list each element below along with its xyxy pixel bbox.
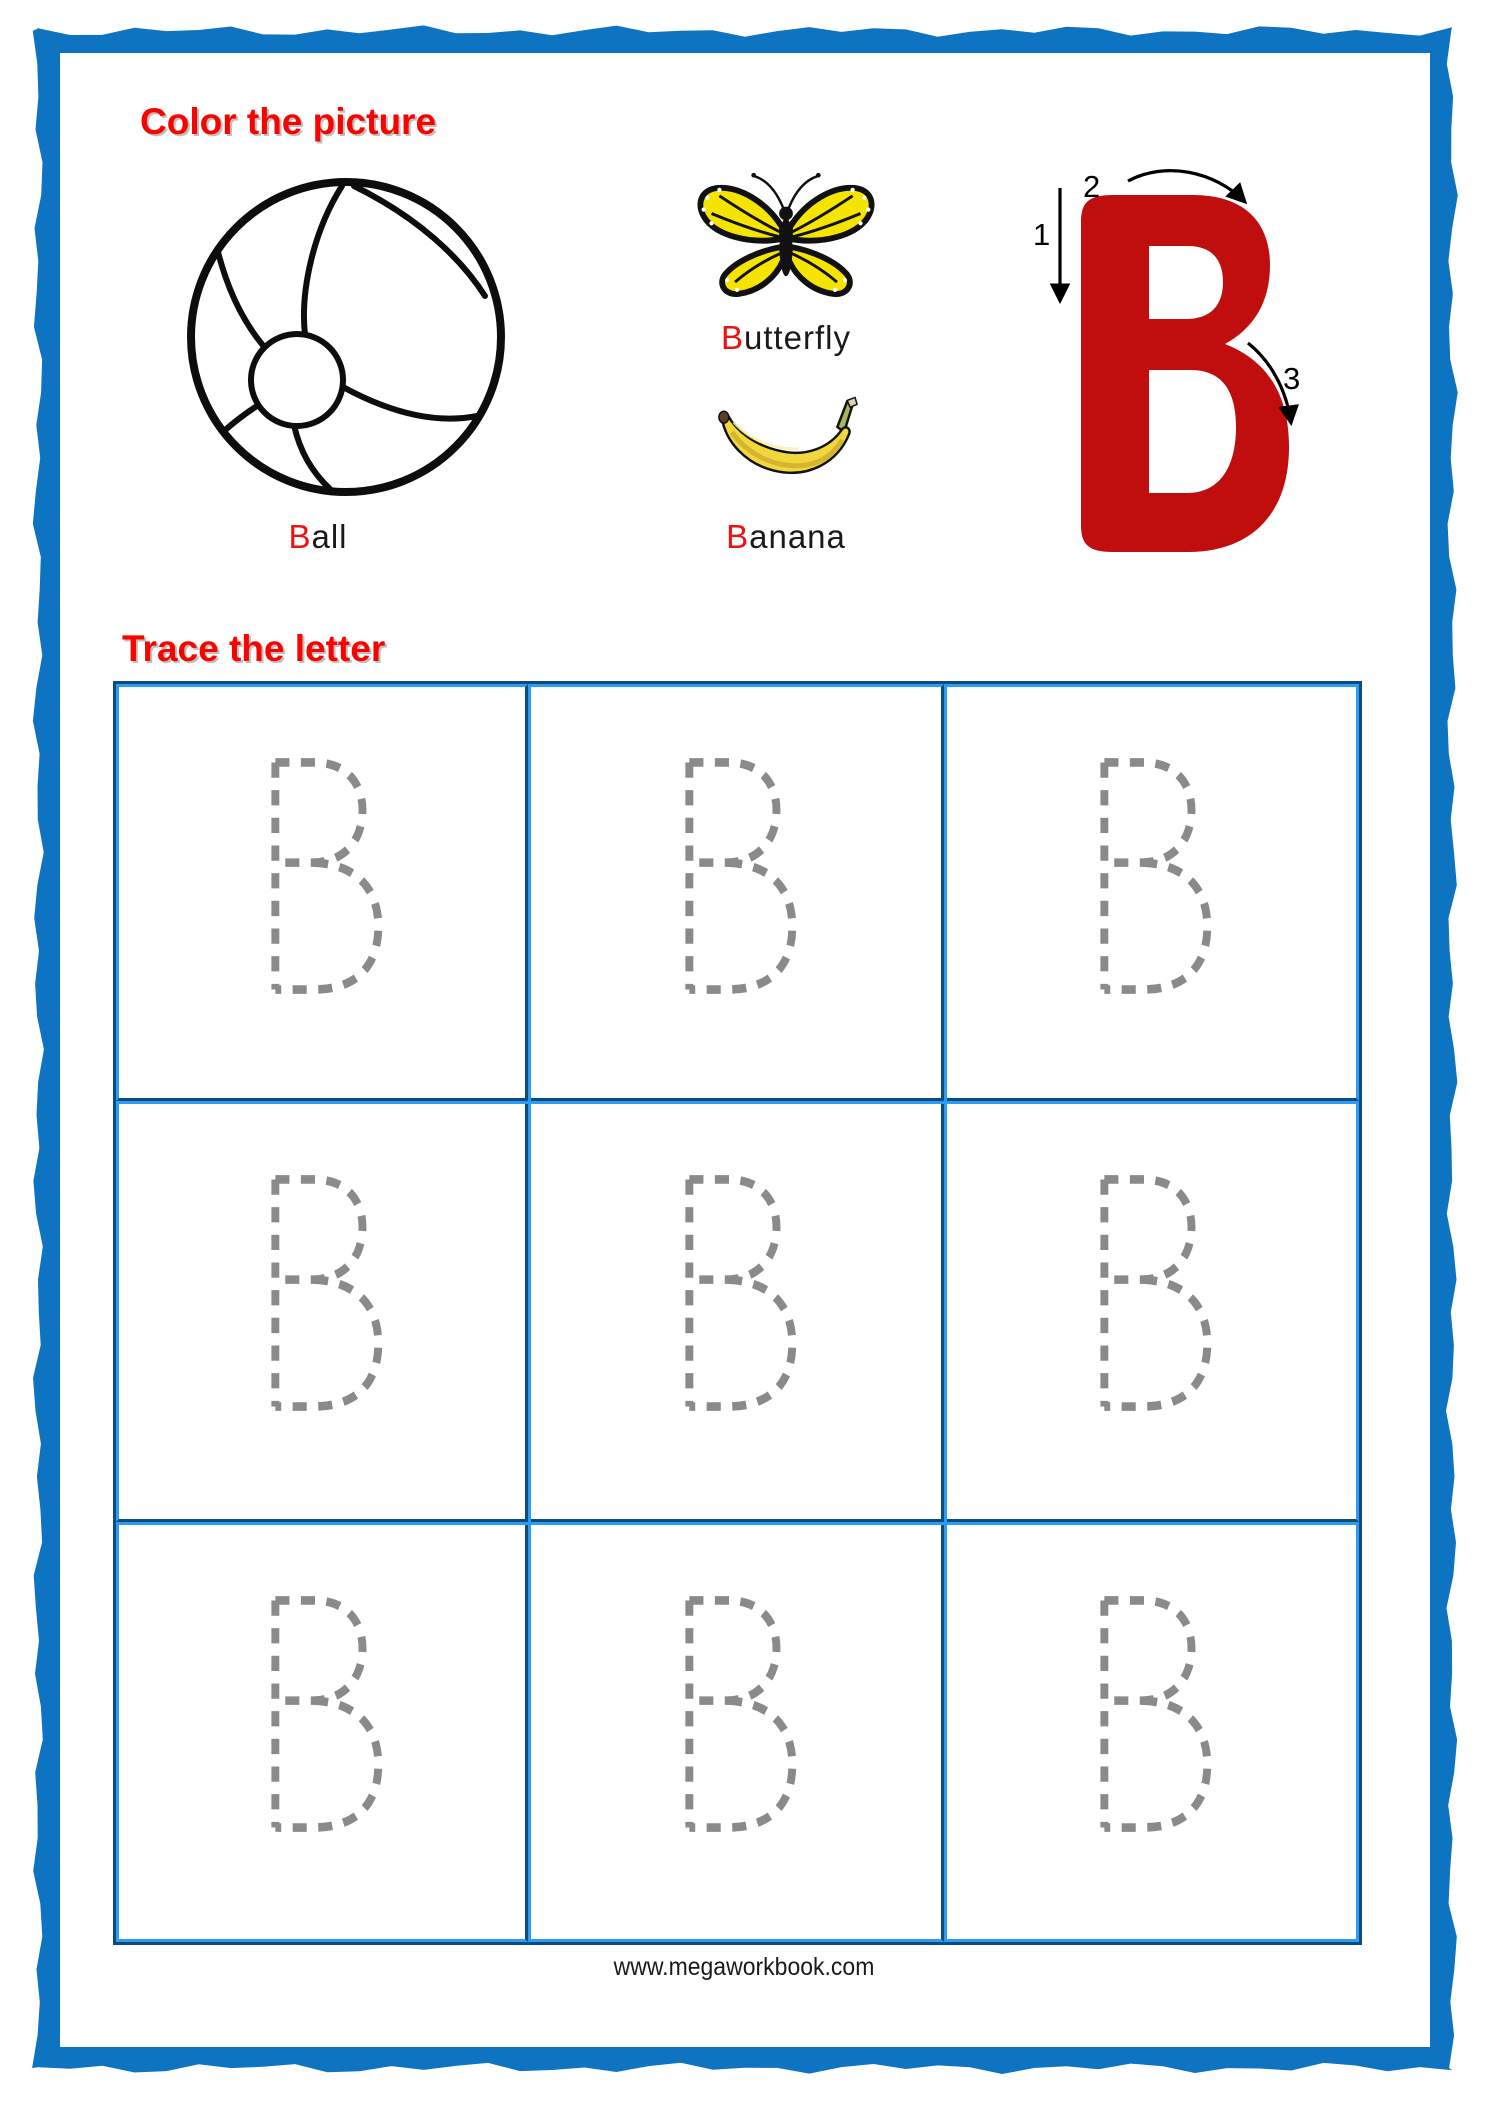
banana-label-first-letter: B: [726, 518, 750, 555]
trace-letter-b: [670, 1168, 802, 1418]
letter-b-shape: [1081, 195, 1289, 552]
ball-label: [288, 518, 347, 556]
butterfly-label-rest: utterfly: [743, 319, 852, 356]
banana-image: [712, 368, 860, 490]
trace-letter-b: [1085, 1168, 1217, 1418]
trace-cell: [947, 1525, 1359, 1942]
trace-letter-b: [670, 1589, 802, 1839]
trace-letter-b: [1085, 751, 1217, 1001]
ball-label-rest: all: [311, 518, 348, 555]
trace-the-letter-heading: Trace the letter: [122, 628, 386, 669]
stroke-2-number: 2: [1083, 169, 1101, 204]
footer-website: www.megaworkbook.com: [613, 1953, 875, 1981]
trace-cell: [947, 1104, 1359, 1521]
trace-cell: [531, 1525, 943, 1942]
letter-b-stroke-diagram: [1025, 155, 1317, 575]
trace-letter-b: [1085, 1589, 1217, 1839]
trace-letter-b: [256, 751, 388, 1001]
trace-cell: [116, 1104, 528, 1521]
trace-cell: [531, 684, 943, 1101]
stroke-1-number: 1: [1033, 217, 1051, 252]
ball-label-first-letter: B: [288, 518, 312, 555]
trace-letter-b: [256, 1168, 388, 1418]
trace-cell: [116, 1525, 528, 1942]
banana-label: [726, 518, 846, 556]
banana-label-rest: anana: [749, 518, 846, 555]
butterfly-label-first-letter: B: [720, 319, 744, 356]
trace-cell: [116, 684, 528, 1101]
butterfly-label: [721, 319, 851, 357]
trace-cell: [531, 1104, 943, 1521]
beach-ball-image: [182, 172, 512, 502]
trace-letter-b: [256, 1589, 388, 1839]
butterfly-image: [688, 166, 884, 306]
trace-letter-b: [670, 751, 802, 1001]
trace-cell: [947, 684, 1359, 1101]
stroke-3-number: 3: [1283, 361, 1301, 396]
color-the-picture-heading: Color the picture: [140, 101, 437, 142]
trace-grid: [113, 681, 1362, 1945]
